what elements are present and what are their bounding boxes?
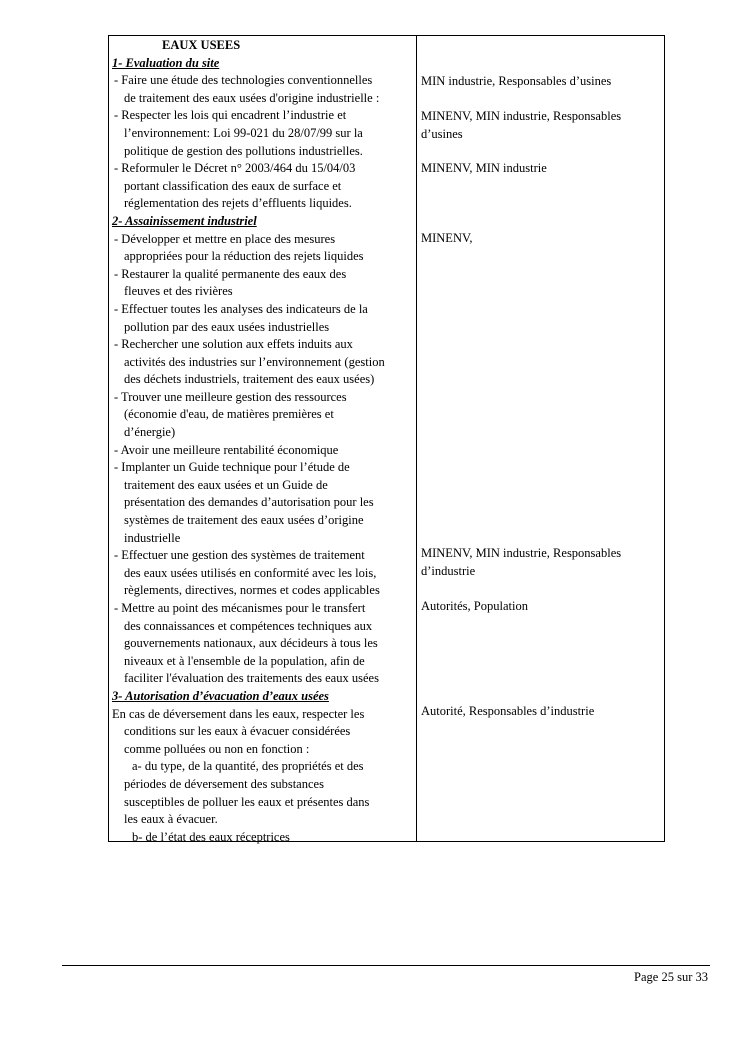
responsible-entry: MIN industrie, Responsables d’usines xyxy=(421,74,612,88)
responsible-entry: Autorité, Responsables d’industrie xyxy=(421,704,595,718)
section-2-item: - Implanter un Guide technique pour l’étude de traitement des eaux usées et un Guide de présentation des demandes d’autorisation pour les systèmes de traitement des eaux usées d’origine industrielle xyxy=(114,460,374,545)
section-1-heading: 1- Evaluation du site xyxy=(112,55,220,70)
responsible-entry: MINENV, xyxy=(421,231,473,245)
section-2-item: - Avoir une meilleure rentabilité économique xyxy=(114,442,339,457)
column-divider xyxy=(416,36,417,841)
section-3-intro: En cas de déversement dans les eaux, respecter les conditions sur les eaux à évacuer considérées comme polluées ou non en fonction : xyxy=(112,706,365,756)
footer-rule xyxy=(62,965,710,966)
page-number: Page 25 sur 33 xyxy=(634,970,708,984)
table-title: EAUX USEES xyxy=(162,38,241,52)
section-2-item: - Trouver une meilleure gestion des ressources (économie d'eau, de matières premières et d’énergie) xyxy=(114,389,347,440)
responsibility-table xyxy=(108,35,665,842)
section-1-item: - Respecter les lois qui encadrent l’industrie et l’environnement: Loi 99-021 du 28/07/99 sur la politique de gestion des pollutions industrielles. xyxy=(114,108,363,158)
section-2-item: - Effectuer une gestion des systèmes de traitement des eaux usées utilisés en conformité avec les lois, règlements, directives, normes et codes applicables xyxy=(114,548,380,598)
responsible-entry: MINENV, MIN industrie, Responsables d’usines xyxy=(421,109,622,141)
section-2-item: - Restaurer la qualité permanente des eaux des fleuves et des rivières xyxy=(114,266,347,299)
responsible-entry: MINENV, MIN industrie, Responsables d’industrie xyxy=(421,546,622,578)
section-2-item: - Développer et mettre en place des mesures appropriées pour la réduction des rejets liquides xyxy=(114,231,364,264)
section-1-item: - Reformuler le Décret n° 2003/464 du 15/04/03 portant classification des eaux de surface et réglementation des rejets d’effluents liquides. xyxy=(114,161,356,211)
section-1-item: - Faire une étude des technologies conventionnelles de traitement des eaux usées d'origine industrielle : xyxy=(114,73,380,105)
section-3-sub-a: a- du type, de la quantité, des propriétés et des périodes de déversement des substances susceptibles de polluer les eaux et présentes dans les eaux à évacuer. xyxy=(124,759,370,827)
section-3-sub-b: b- de l’état des eaux réceptrices xyxy=(132,829,290,844)
actions-column xyxy=(114,37,406,846)
responsible-entry: Autorités, Population xyxy=(421,599,528,613)
section-2-item: - Effectuer toutes les analyses des indicateurs de la pollution par des eaux usées industrielles xyxy=(114,301,368,334)
responsible-entry: MINENV, MIN industrie xyxy=(421,161,547,175)
section-2-heading: 2- Assainissement industriel xyxy=(112,213,257,228)
section-2-item: - Mettre au point des mécanismes pour le transfert des connaissances et compétences techniques aux gouvernements nationaux, aux décideurs à tous les niveaux et à l'ensemble de la population, afin de faciliter l'évaluation des traitements des eaux usées xyxy=(114,601,379,686)
section-3-heading: 3- Autorisation d’évacuation d’eaux usées xyxy=(112,688,329,703)
section-2-item: - Rechercher une solution aux effets induits aux activités des industries sur l’environnement (gestion des déchets industriels, traitement des eaux usées) xyxy=(114,337,385,387)
